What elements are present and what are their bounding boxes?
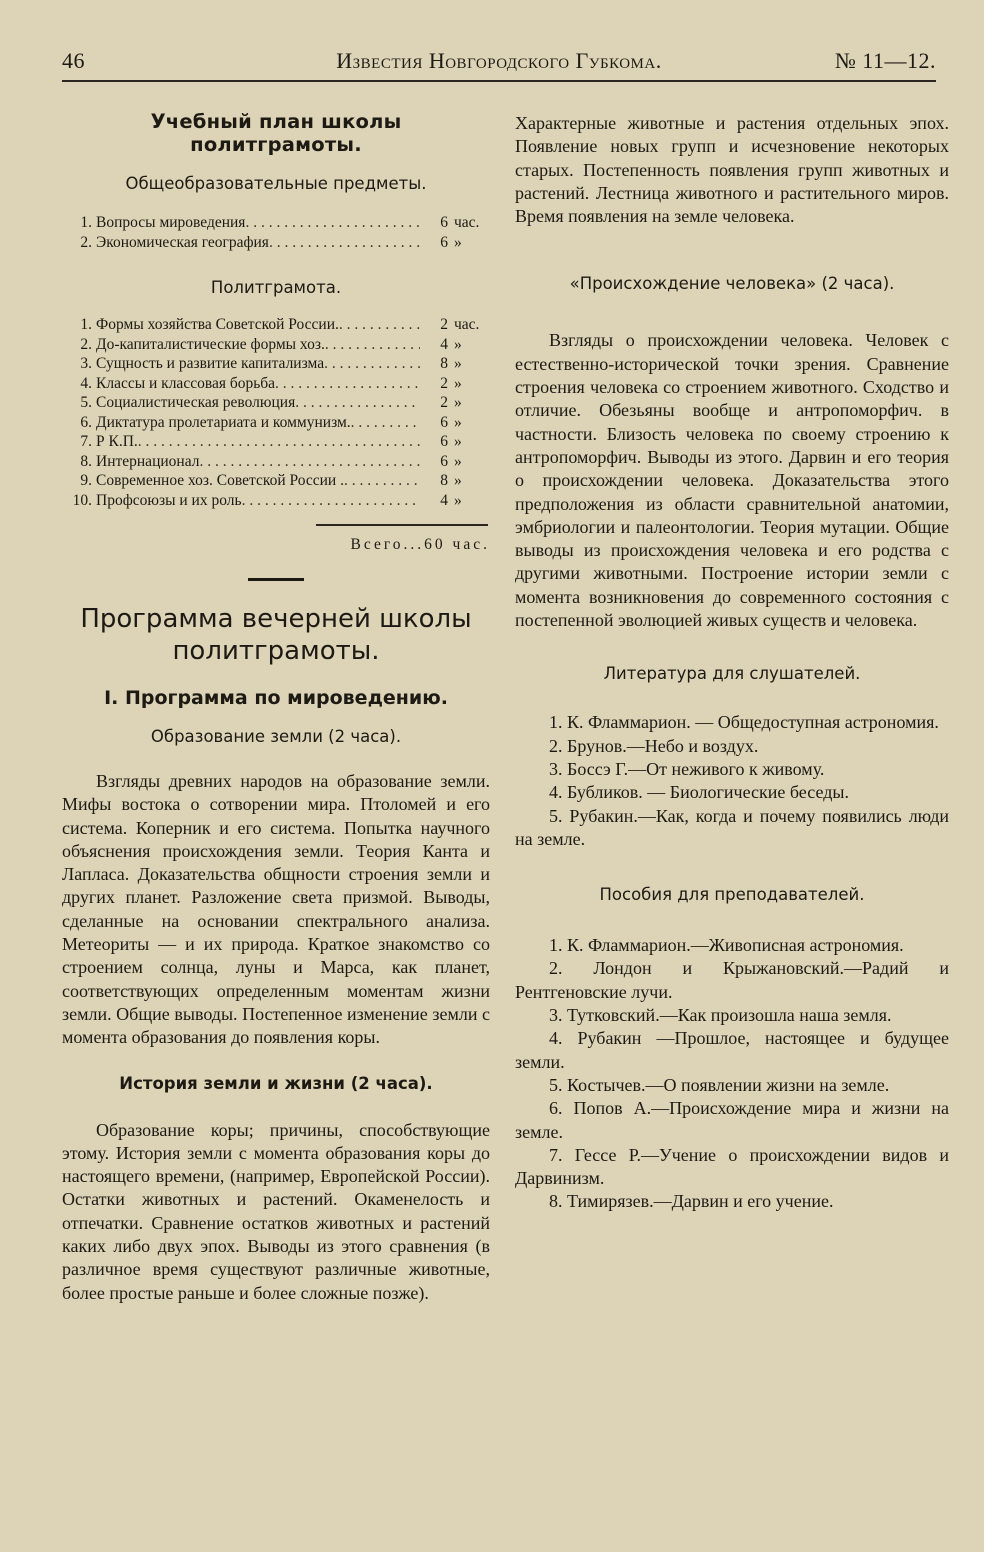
leader-dots [138, 432, 420, 452]
running-header [62, 48, 936, 78]
topic-heading: Образование земли (2 часа). [150, 727, 402, 746]
right-column [515, 100, 949, 1214]
teacher-aids-heading: Пособия для преподавателей. [599, 885, 865, 905]
issue-number: № 11—12. [834, 48, 936, 73]
leader-dots [199, 452, 420, 472]
list-item: 8. Интернационал . . . 6 » [62, 452, 490, 472]
topic-text: Взгляды о происхождении человека. Человек с естественно-исторической точки зрения. Сравнение строения человека со строением животного. Сходство и отличие. Обезьяны вообще и антропоморфич. в частности. Близость человека по своему строению к антропоморфич. Выводы из этого. Дарвин и его теория о происхождении человека. Доказательства этого предположения из области сравнительной анатомии, эмбриологии и палеонтологии. Теория мутации. Общие выводы из происхождения человека и его родства с другими животными. Построение истории земли с момента возникновения до современного состояния с постепенной эволюцией живых существ и человека. [515, 330, 949, 631]
list-item: 7. Гессе Р.—Учение о происхождении видов и Дарвинизм. [515, 1144, 949, 1189]
list-item: 7. Р К.П. . . . 6 » [62, 432, 490, 452]
list-item: 8. Тимирязев.—Дарвин и его учение. [549, 1191, 834, 1212]
list-item: 4. Бубликов. — Биологические беседы. [549, 782, 849, 803]
topic-text: Взгляды древних народов на образование земли. Мифы востока о сотворении мира. Птоломей и его система. Коперник и его система. Попытка научного объяснения происхождения земли. Теория Канта и Лапласа. Доказательства общности строения земли и других планет. Разложение света призмой. Выводы, сделанные на основании спектрального анализа. Метеориты — и их природа. Краткое знакомство со строением солнца, луны и Марса, как планет, соответствующих определенным моментам жизни земли. Общие выводы. Постепенное изменение земли с момента образования до появления коры. [62, 771, 490, 1048]
topic-heading: «Происхождение человека» (2 часа). [569, 274, 895, 294]
program-title-line1: Программа вечерней школы [80, 604, 472, 634]
leader-dots [245, 213, 420, 233]
list-item: 4. Классы и классовая борьба . . . 2 » [62, 374, 490, 394]
leader-dots [339, 315, 420, 335]
total-rule [316, 524, 488, 526]
list-item: 10. Профсоюзы и их роль . . . 4 » [62, 491, 490, 511]
list-item: 1. К. Фламмарион. — Общедоступная астрономия. [549, 712, 939, 733]
list-item: 1. К. Фламмарион.—Живописная астрономия. [549, 935, 904, 956]
list-item: 5. Рубакин.—Как, когда и почему появились люди на земле. [515, 805, 949, 849]
header-rule [62, 80, 936, 82]
general-subjects-heading: Общеобразовательные предметы. [125, 174, 427, 193]
general-subjects-list [62, 213, 490, 252]
left-column [62, 100, 490, 1305]
list-item: 3. Тутковский.—Как произошла наша земля. [549, 1005, 892, 1026]
list-item: 2. Экономическая география . . . 6 » [62, 233, 490, 253]
literature-heading: Литература для слушателей. [603, 664, 861, 684]
leader-dots [344, 471, 420, 491]
literature-list [515, 711, 949, 851]
list-item: 5. Костычев.—О появлении жизни на земле. [549, 1074, 890, 1095]
list-item: 6. Попов А.—Происхождение мира и жизни на земле. [515, 1098, 949, 1142]
list-item: 2. До-капиталистические формы хоз. . . . 4 » [62, 335, 490, 355]
program-title [62, 603, 490, 667]
study-plan-title: Учебный план школы политграмоты. [150, 110, 402, 156]
leader-dots [295, 393, 420, 413]
politgramota-heading: Политграмота. [210, 278, 342, 297]
list-item: 5. Социалистическая революция . . . 2 » [62, 393, 490, 413]
topic-heading: История земли и жизни (2 часа). [119, 1073, 433, 1093]
leader-dots [325, 335, 420, 355]
leader-dots [269, 233, 420, 253]
list-item: 3. Боссэ Г.—От неживого к живому. [549, 758, 825, 779]
list-item: 9. Современное хоз. Советской России . . . . 8 » [62, 471, 490, 491]
topic-text-continued: Характерные животные и растения отдельных эпох. Появление новых групп и исчезновение некоторых старых. Постепенность появления групп животных и растений. Лестница животного и растительного миров. Время появления на земле человека. [515, 113, 949, 227]
politgramota-list [62, 315, 490, 510]
list-item: 1. Формы хозяйства Советской России. . . . 2 час. [62, 315, 490, 335]
list-item: 4. Рубакин —Прошлое, настоящее и будущее земли. [515, 1028, 949, 1072]
program-title-line2: политграмоты. [172, 636, 380, 666]
journal-title: Известия Новгородского Губкома. [336, 48, 662, 73]
section-heading: I. Программа по мироведению. [104, 687, 448, 709]
leader-dots [275, 374, 420, 394]
list-item: 6. Диктатура пролетариата и коммунизм. . . . 6 » [62, 413, 490, 433]
list-item: 2. Лондон и Крыжановский.—Радий и Рентгеновские лучи. [515, 958, 949, 1002]
page-number: 46 [62, 48, 85, 73]
list-item: 2. Брунов.—Небо и воздух. [549, 735, 759, 756]
list-item: 3. Сущность и развитие капитализма . . . 8 » [62, 354, 490, 374]
section-separator [248, 578, 304, 581]
leader-dots [324, 354, 420, 374]
leader-dots [242, 491, 420, 511]
topic-text: Образование коры; причины, способствующие этому. История земли с момента образования коры до настоящего времени, (например, Европейской России). Остатки животных и растений. Окаменелость и отпечатки. Сравнение остатков животных и растений каких либо двух эпох. Выводы из этого сравнения (в различное время существуют различные животные, более простые раньше и более сложные позже). [62, 1119, 490, 1303]
leader-dots [351, 413, 420, 433]
list-item: 1. Вопросы мироведения . . . 6 час. [62, 213, 490, 233]
total-hours: Всего...60 час. [350, 536, 490, 553]
teacher-aids-list [515, 934, 949, 1214]
